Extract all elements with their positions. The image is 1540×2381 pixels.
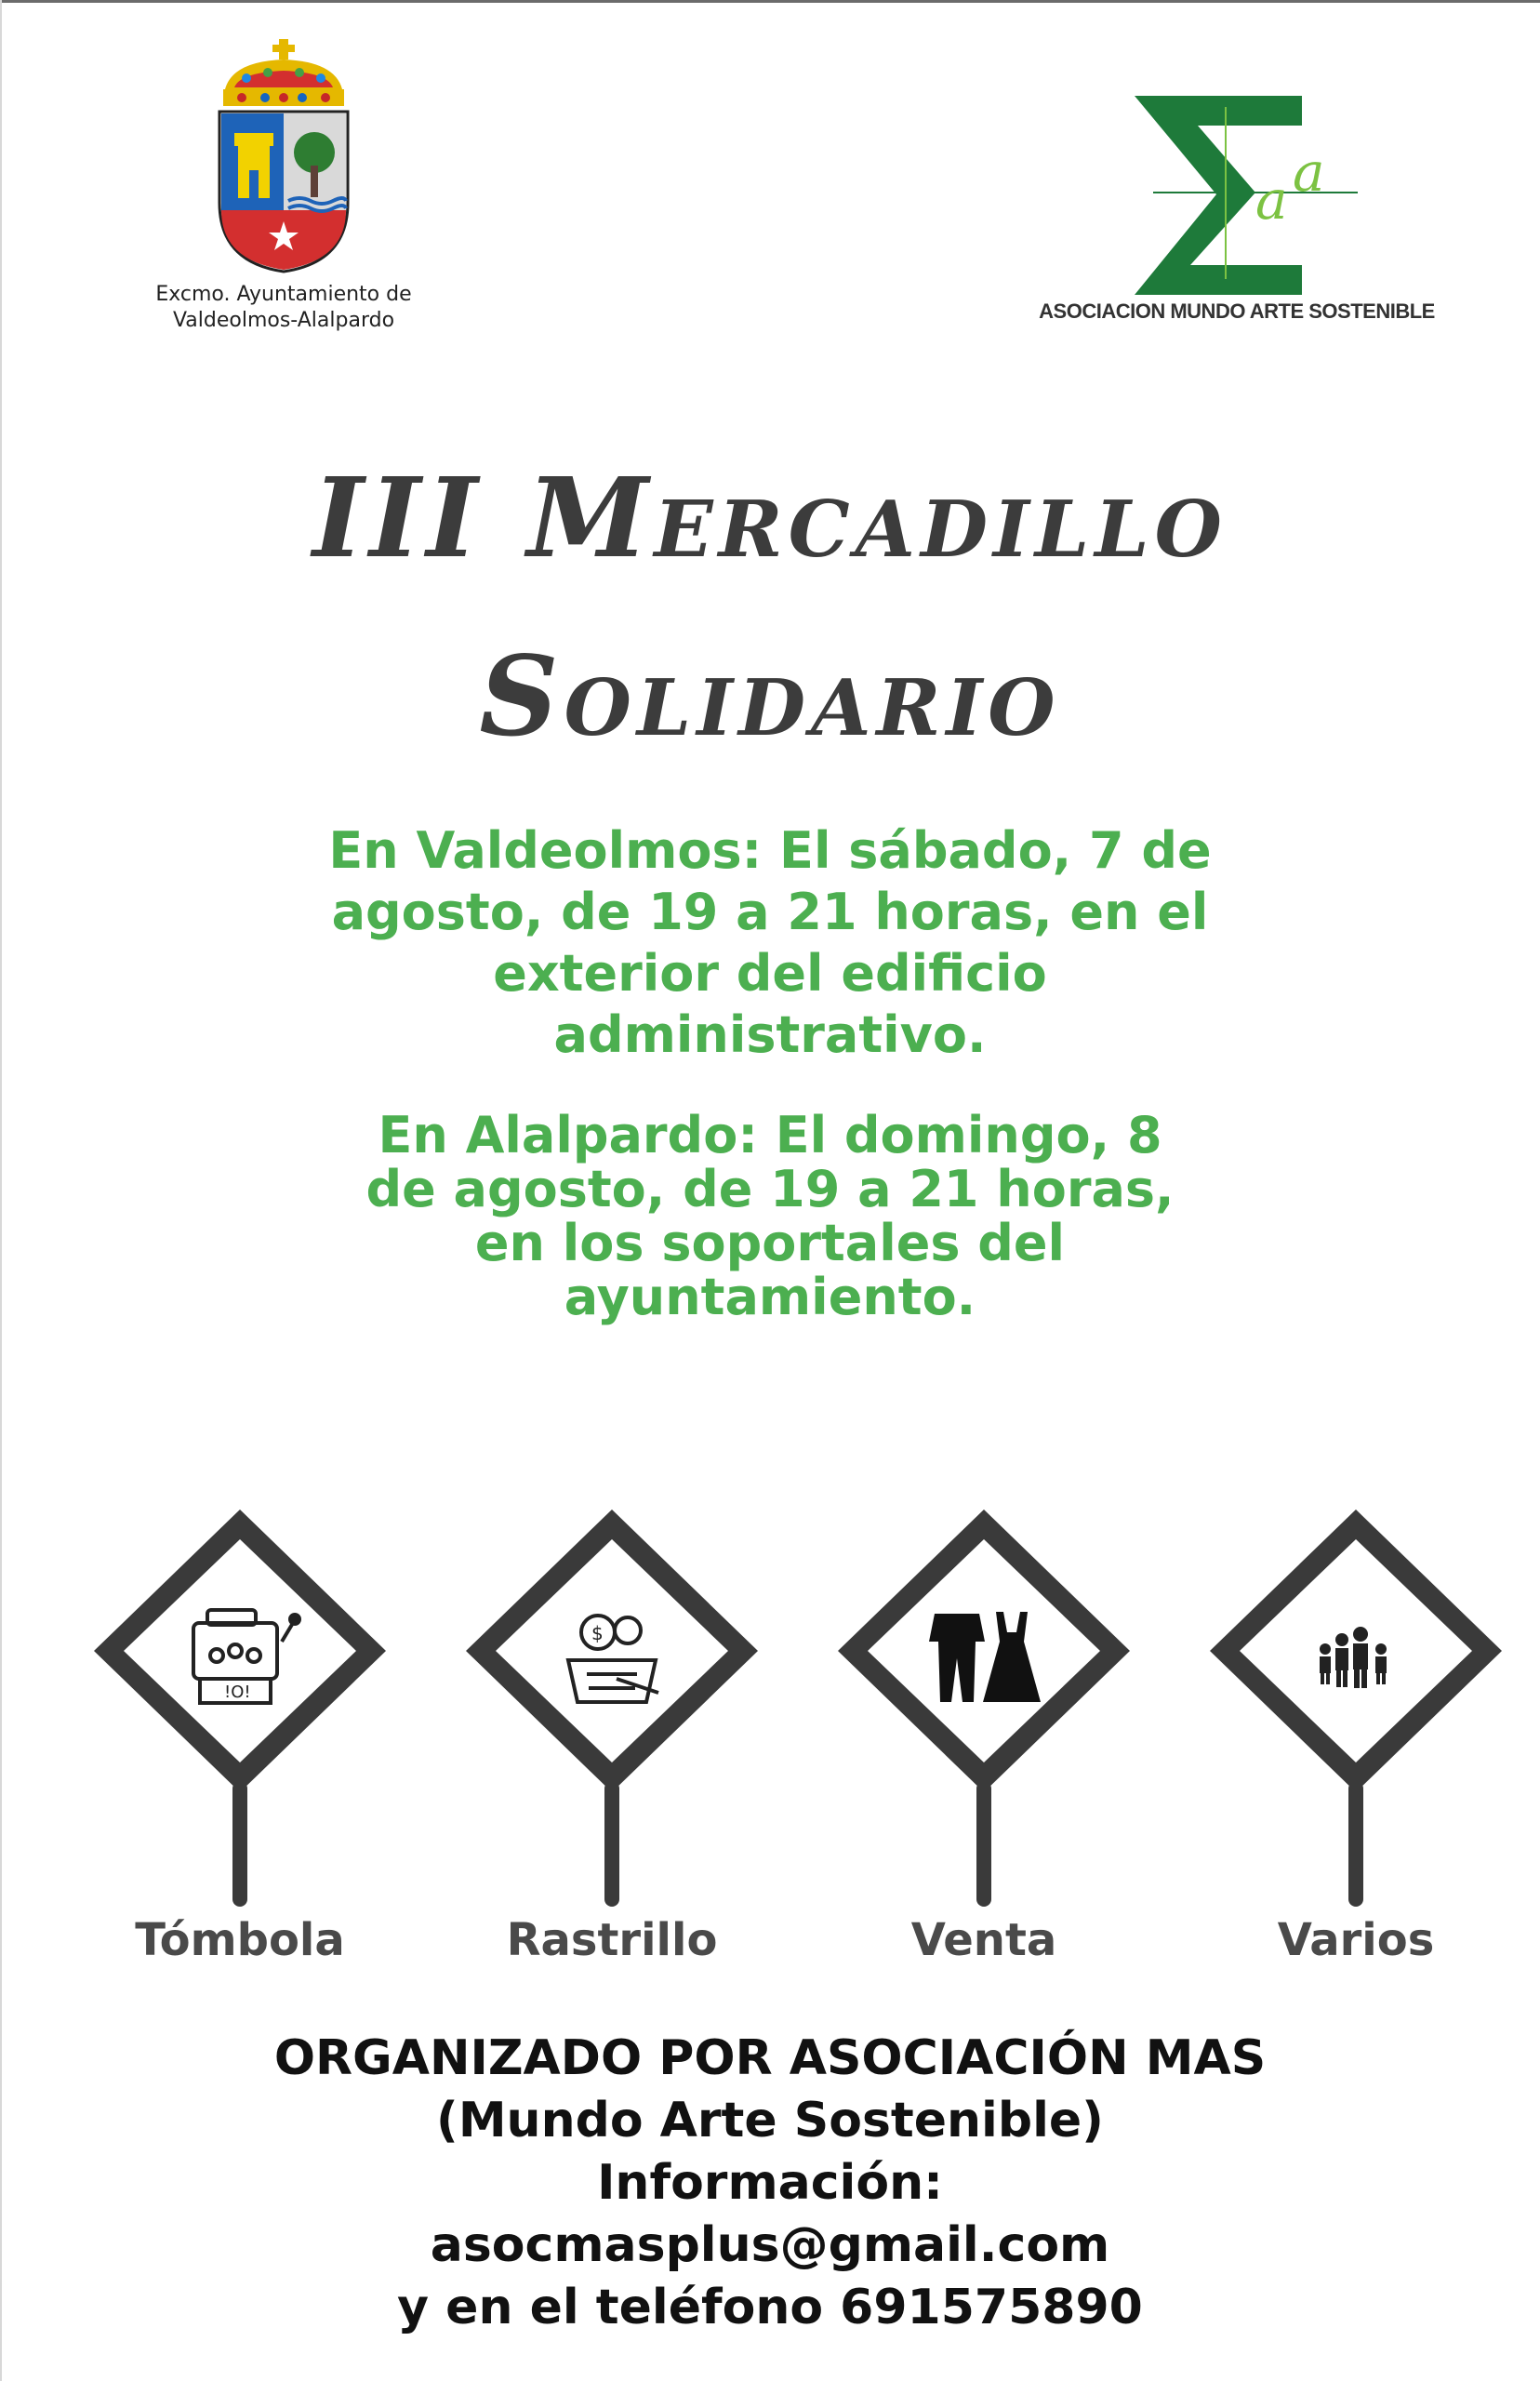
info-line: En Valdeolmos: El sábado, 7 de	[328, 821, 1212, 880]
association-logo-name: ASOCIACION MUNDO ARTE SOSTENIBLE	[1039, 299, 1435, 323]
top-border	[0, 0, 1540, 3]
left-border	[0, 0, 2, 2381]
info-line: En Alalpardo: El domingo, 8	[378, 1106, 1162, 1164]
info-line: en los soportales del	[474, 1214, 1066, 1272]
venta-sign	[830, 1502, 1137, 1911]
sigma-association-logo	[1125, 88, 1367, 302]
info-line: administrativo.	[553, 1005, 987, 1064]
tombola-sign	[86, 1502, 393, 1911]
organizer-subline: (Mundo Arte Sostenible)	[436, 2093, 1104, 2148]
activity-label-rastrillo: Rastrillo	[506, 1914, 718, 1966]
info-line: de agosto, de 19 a 21 horas,	[365, 1160, 1175, 1218]
contact-email: asocmasplus@gmail.com	[430, 2217, 1110, 2273]
info-heading: Información:	[597, 2155, 943, 2211]
svg-text:$: $	[591, 1622, 604, 1644]
info-line: agosto, de 19 a 21 horas, en el	[331, 883, 1209, 941]
event-valdeolmos-details	[307, 820, 1233, 1066]
organizer-info	[186, 2028, 1354, 2339]
activity-label-venta: Venta	[910, 1914, 1057, 1966]
svg-text:!O!: !O!	[224, 1683, 251, 1702]
council-name-line1: Excmo. Ayuntamiento de	[155, 283, 412, 306]
council-name	[139, 282, 428, 334]
council-name-line2: Valdeolmos-Alalpardo	[172, 309, 395, 332]
event-title-line1: III Mercadillo	[312, 453, 1228, 582]
info-line: exterior del edificio	[493, 944, 1047, 1003]
svg-text:a: a	[1255, 168, 1288, 232]
contact-phone: y en el teléfono 691575890	[397, 2280, 1143, 2335]
varios-sign	[1202, 1502, 1509, 1911]
event-alalpardo-details	[307, 1106, 1233, 1326]
event-title-line2: Solidario	[479, 632, 1061, 761]
organizer-line: ORGANIZADO POR ASOCIACIÓN MAS	[273, 2030, 1267, 2086]
activity-label-varios: Varios	[1277, 1914, 1435, 1966]
rastrillo-sign	[458, 1502, 765, 1911]
info-line: ayuntamiento.	[564, 1268, 976, 1326]
activity-label-tombola: Tómbola	[135, 1914, 345, 1966]
council-coat-of-arms-logo	[214, 35, 353, 277]
svg-text:a: a	[1293, 140, 1325, 204]
